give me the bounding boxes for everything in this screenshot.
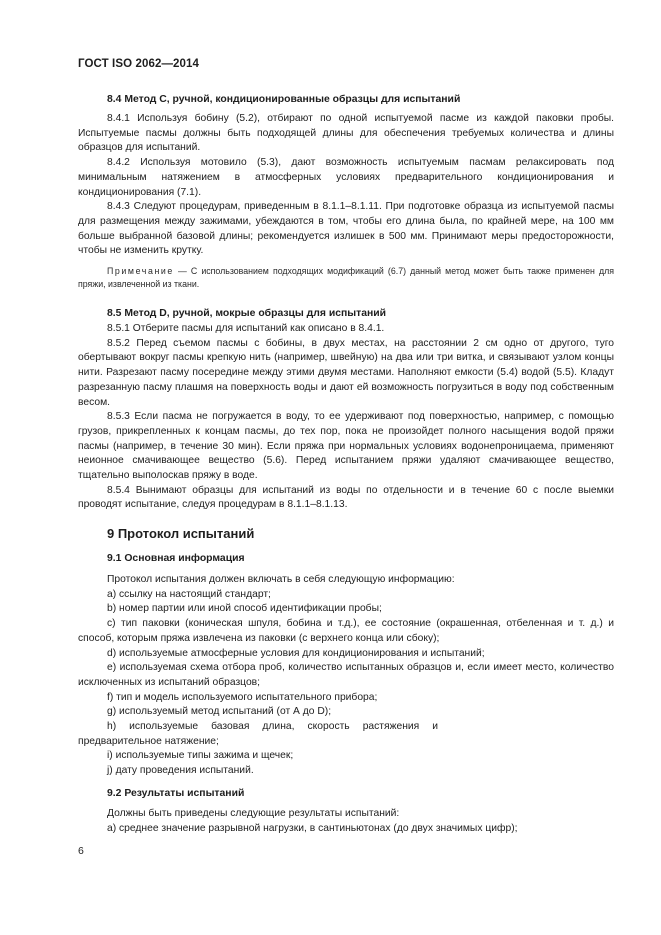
paragraph: 8.5.1 Отберите пасмы для испытаний как описано в 8.4.1. xyxy=(107,323,385,334)
note-label: Примечание xyxy=(107,266,174,277)
list-item: d) используемые атмосферные условия для кондиционирования и испытаний; xyxy=(107,647,485,659)
section-9-1-body xyxy=(78,573,614,779)
page-number: 6 xyxy=(78,845,84,857)
standard-header: ГОСТ ISO 2062—2014 xyxy=(78,58,200,70)
subsection-heading: 9.2 Результаты испытаний xyxy=(107,788,245,799)
list-item: с) тип паковки (коническая шпуля, бобина и т.д.), ее состояние (окрашенная, отбеленная и т. д.) и способ, которым пряжа извлечена из паковки (с верхнего конца или сбоку); xyxy=(78,618,614,644)
paragraph: Протокол испытания должен включать в себя следующую информацию: xyxy=(107,574,455,585)
paragraph: 8.5.3 Если пасма не погружается в воду, то ее удерживают под поверхностью, например, с помощью грузов, прикрепленных к концам пасмы, до тех пор, пока не произойдет полного насыщения водой пряжи пасмы (например, в течение 30 мин). Если пряжа при нормальных условиях водонепроницаема, применяют неионное смачивающее вещество (5.6). Перед испытанием пряжи удаляют смачивающее вещество, тщательно выполоскав пряжу в воде. xyxy=(78,411,614,482)
list-item: а) среднее значение разрывной нагрузки, в сантиньютонах (до двух значимых цифр); xyxy=(107,822,518,834)
list-item: b) номер партии или иной способ идентификации пробы; xyxy=(107,603,382,615)
section-heading: 9 Протокол испытаний xyxy=(107,526,255,541)
paragraph: Должны быть приведены следующие результаты испытаний: xyxy=(107,808,400,819)
paragraph: 8.4.3 Следуют процедурам, приведенным в 8.1.1–8.1.11. При подготовке образца из испытуемой пасмы для размещения между зажимами, убеждаются в том, чтобы его длина была, по крайней мере, на 100 мм больше выбранной базовой длины; рекомендуется излишек в 500 мм. Принимают меры предосторожности, чтобы не изменить крутку. xyxy=(78,201,614,257)
section-9-1 xyxy=(78,551,614,567)
list-item: е) используемая схема отбора проб, количество испытанных образцов и, если имеет место, количество исключенных из испытаний образцов; xyxy=(78,662,614,688)
section-9 xyxy=(78,525,614,543)
section-8-4-body xyxy=(78,112,614,291)
paragraph: 8.4.1 Используя бобину (5.2), отбирают по одной испытуемой пасме из каждой паковки пробы. Испытуемые пасмы должны быть подходящей длины для обеспечения требуемых количества и длины образцов для испытаний. xyxy=(78,113,614,154)
paragraph: 8.5.2 Перед съемом пасмы с бобины, в двух местах, на расстоянии 2 см одно от другого, туго обертывают вокруг пасмы крепкую нить (например, швейную) на два или три витка, и связывают узлом концы нити. Разрезают пасму посередине между этими двумя местами. Наполняют емкости (5.4) водой (5.5). Кладут разрезанную пасму плашмя на поверхность воды и дают ей возможность погрузиться в воду под собственным весом. xyxy=(78,337,614,408)
list-item: f) тип и модель используемого испытательного прибора; xyxy=(107,691,378,703)
list-item: g) используемый метод испытаний (от А до D); xyxy=(107,706,332,718)
list-item: j) дату проведения испытаний. xyxy=(107,765,254,777)
subsection-heading: 9.1 Основная информация xyxy=(107,553,245,564)
list-item: i) используемые типы зажима и щечек; xyxy=(107,750,294,762)
note xyxy=(78,265,614,291)
section-8-5 xyxy=(78,306,614,322)
section-8-5-body xyxy=(78,322,614,513)
section-9-2 xyxy=(78,786,614,802)
section-heading: 8.5 Метод D, ручной, мокрые образцы для испытаний xyxy=(107,308,387,319)
list-item: а) ссылку на настоящий стандарт; xyxy=(107,588,271,600)
list-item: h) используемые базовая длина, скорость растяжения и предварительное натяжение; xyxy=(78,721,438,747)
section-9-2-body xyxy=(78,807,614,836)
section-8-4 xyxy=(78,92,614,108)
paragraph: 8.5.4 Вынимают образцы для испытаний из воды по отдельности и в течение 60 с после выемки проводят испытание, следуя процедурам в 8.1.1–8.1.13. xyxy=(78,484,614,511)
section-heading: 8.4 Метод С, ручной, кондиционированные образцы для испытаний xyxy=(107,94,461,105)
paragraph: 8.4.2 Используя мотовило (5.3), дают возможность испытуемым пасмам релаксировать под минимальным натяжением в атмосферных условиях предварительного кондиционирования и кондиционирования (7.1). xyxy=(78,157,614,198)
note-text: — С использованием подходящих модификаций (6.7) данный метод может быть также применен для пряжи, извлеченной из ткани. xyxy=(78,266,614,290)
